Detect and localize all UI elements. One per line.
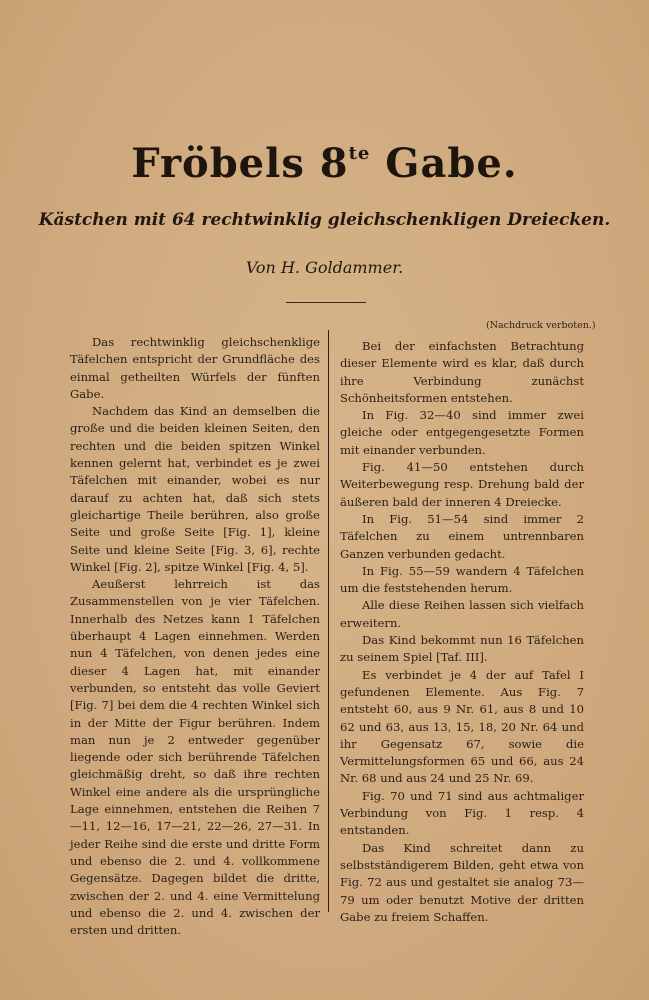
paragraph: Fig. 41—50 entstehen durch Weiterbewegung resp. Drehung bald der äußeren bald der inneren 4 Dreiecke. xyxy=(340,460,584,509)
paragraph: Fig. 70 und 71 sind aus achtmaliger Verbindung von Fig. 1 resp. 4 entstanden. xyxy=(340,788,584,838)
paragraph: Alle diese Reihen lassen sich vielfach erweitern. xyxy=(340,598,584,630)
paragraph: In Fig. 55—59 wandern 4 Täfelchen um die feststehenden herum. xyxy=(340,563,584,596)
subtitle: Kästchen mit 64 rechtwinklig gleichschenkligen Dreiecken. xyxy=(38,210,611,230)
paragraph: Das Kind bekommt nun 16 Täfelchen zu seinem Spiel [Taf. III]. xyxy=(340,633,584,665)
right-column xyxy=(340,338,584,926)
page-title xyxy=(0,140,649,187)
title-divider xyxy=(286,302,366,303)
paragraph: In Fig. 51—54 sind immer 2 Täfelchen zu einem untrennbaren Ganzen verbunden gedacht. xyxy=(340,511,584,561)
paragraph: Bei der einfachsten Betrachtung dieser Elemente wird es klar, daß durch ihre Verbindung zunächst Schönheitsformen entstehen. xyxy=(340,339,584,405)
title-superscript: te xyxy=(348,143,371,164)
column-divider xyxy=(328,330,329,912)
paragraph: Es verbindet je 4 der auf Tafel I gefundenen Elemente. Aus Fig. 7 entsteht 60, aus 9 Nr. 61, aus 8 und 10 62 und 63, aus 13, 15, 18, 20 Nr. 64 und ihr Gegensatz 67, sowie die Vermittelungsformen 65 und 66, aus 24 Nr. 68 und aus 24 und 25 Nr. 69. xyxy=(340,667,584,786)
author-line: Von H. Goldammer. xyxy=(245,258,404,277)
paragraph: In Fig. 32—40 sind immer zwei gleiche oder entgegengesetzte Formen mit einander verbunden. xyxy=(340,408,584,457)
paragraph: Das rechtwinklig gleichschenklige Täfelchen entspricht der Grundfläche des einmal getheilten Würfels der fünften Gabe. xyxy=(70,335,320,401)
paragraph: Aeußerst lehrreich ist das Zusammenstellen von je vier Täfelchen. Innerhalb des Netzes kann 1 Täfelchen überhaupt 4 Lagen einnehmen. Werden nun 4 Täfelchen, von denen jedes eine dieser 4 Lagen hat, mit einander verbunden, so entsteht das volle Geviert [Fig. 7] bei dem die 4 rechten Winkel sich in der Mitte der Figur berühren. Indem man nun je 2 entweder gegenüber liegende oder sich berührende Täfelchen gleichmäßig dreht, so daß ihre rechten Winkel eine andere als die ursprüngliche Lage einnehmen, entstehen die Reihen 7—11, 12—16, 17—21, 22—26, 27—31. In jeder Reihe sind die erste und dritte Form und ebenso die 2. und 4. vollkommene Gegensätze. Dagegen bildet die dritte, zwischen der 2. und 4. eine Vermittelung und ebenso die 2. und 4. zwischen der ersten und dritten. xyxy=(70,577,320,938)
left-column xyxy=(70,334,320,939)
title-end: Gabe. xyxy=(370,140,518,187)
paragraph: Das Kind schreitet dann zu selbstständigerem Bilden, geht etwa von Fig. 72 aus und gestaltet sie analog 73—79 um oder benutzt Motive der dritten Gabe zu freiem Schaffen. xyxy=(340,840,584,924)
copyright-note: (Nachdruck verboten.) xyxy=(486,320,596,331)
paragraph: Nachdem das Kind an demselben die große und die beiden kleinen Seiten, den rechten und die beiden spitzen Winkel kennen gelernt hat, verbindet es je zwei Täfelchen mit einander, wobei es nur darauf zu achten hat, daß sich stets gleichartige Theile berühren, also große Seite und große Seite [Fig. 1], kleine Seite und kleine Seite [Fig. 3, 6], rechte Winkel [Fig. 2], spitze Winkel [Fig. 4, 5]. xyxy=(70,404,320,574)
title-main: Fröbels 8 xyxy=(131,140,349,187)
